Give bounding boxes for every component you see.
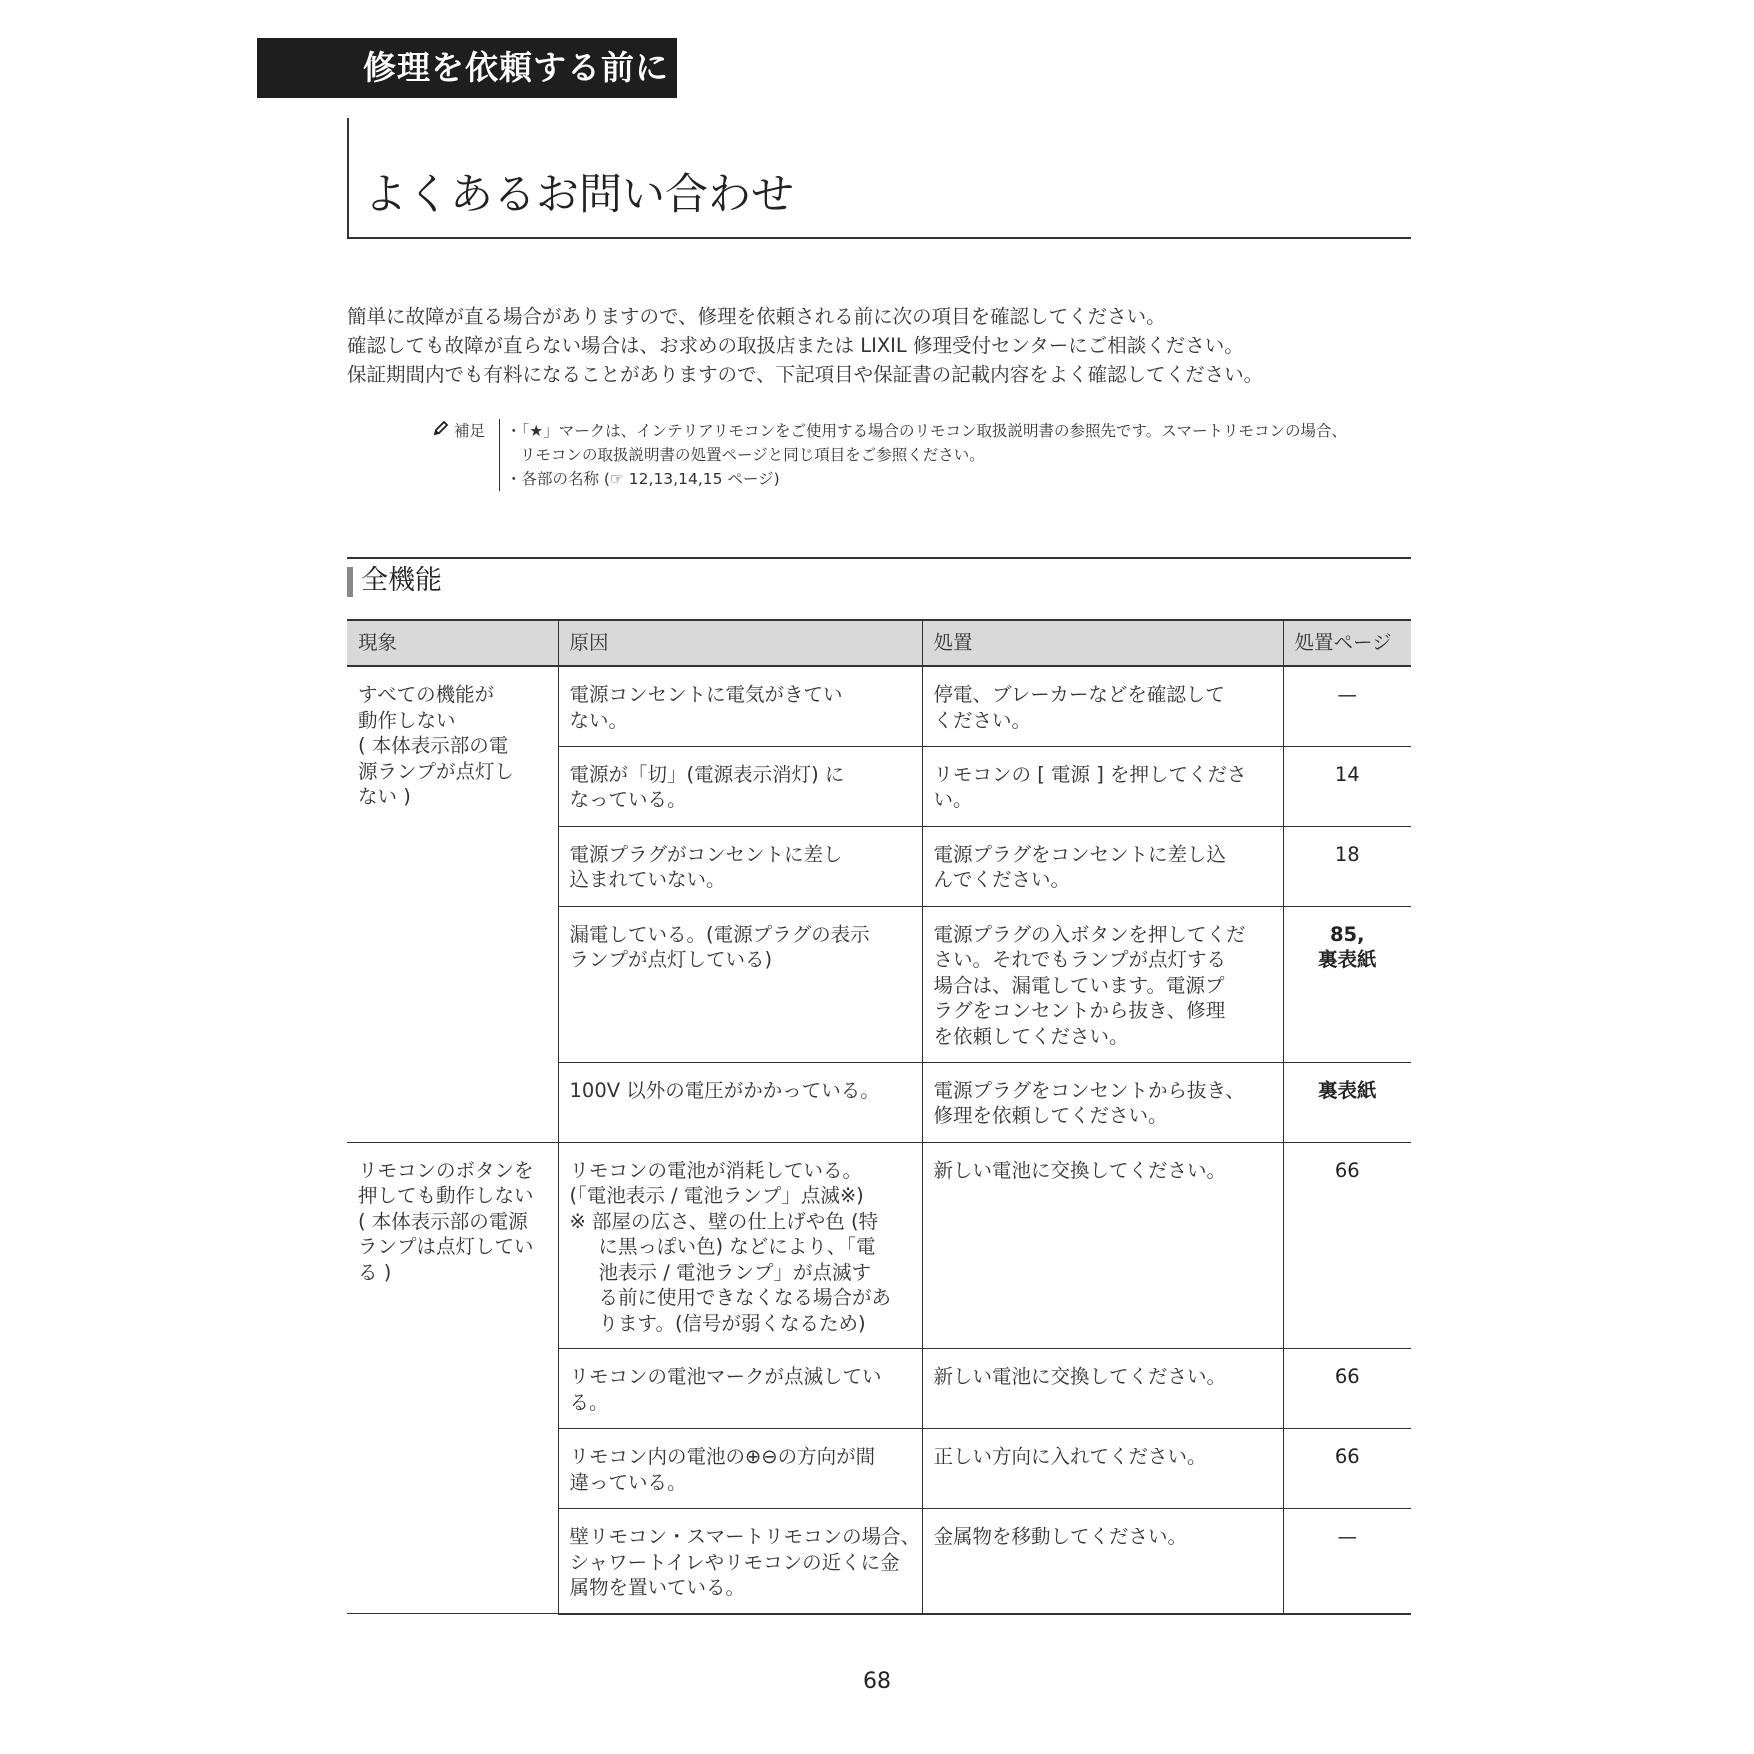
note-label — [433, 419, 495, 443]
remedy-cell — [922, 826, 1283, 906]
text-line: 押しても動作しない — [358, 1184, 534, 1207]
cause-cell — [558, 826, 922, 906]
footnote-line: ります。(信号が弱くなるため) — [598, 1311, 866, 1335]
page-ref: 66 — [1334, 1445, 1360, 1468]
text-line: シャワートイレやリモコンの近くに金 — [569, 1550, 900, 1574]
text-line: リモコンの電池マークが点滅してい — [569, 1365, 882, 1388]
text-line: ( 本体表示部の電 — [358, 734, 509, 757]
faq-table — [347, 619, 1411, 1615]
remedy-cell — [922, 746, 1283, 826]
page-ref: — — [1337, 683, 1357, 706]
table-row — [347, 1142, 1411, 1349]
symptom-cell — [347, 1142, 558, 1614]
remedy-cell — [922, 1349, 1283, 1429]
note-line: ・各部の名称 (☞ 12,13,14,15 ページ) — [506, 470, 780, 488]
cause-cell — [558, 1062, 922, 1142]
table-row — [347, 666, 1411, 746]
page-cell — [1283, 1142, 1411, 1349]
page-ref: 裏表紙 — [1317, 948, 1377, 971]
page-number: 68 — [863, 1669, 891, 1694]
page-cell — [1283, 906, 1411, 1062]
page-ref: 18 — [1334, 842, 1360, 866]
section-tag: 修理を依頼する前に — [257, 38, 677, 98]
page-ref: — — [1337, 1525, 1357, 1548]
cause-cell — [558, 1349, 922, 1429]
text-line: い。 — [933, 788, 973, 811]
text-line: ランプが点灯している) — [569, 948, 773, 971]
note-line: リモコンの取扱説明書の処置ページと同じ項目をご参照ください。 — [520, 446, 985, 464]
cause-cell — [558, 1509, 922, 1614]
text-line: (「電池表示 / 電池ランプ」点滅※) — [569, 1184, 864, 1207]
text-line: 込まれていない。 — [569, 868, 726, 891]
text-line: 電源プラグをコンセントから抜き、 — [933, 1078, 1245, 1102]
text-line: る ) — [358, 1260, 392, 1284]
cause-cell — [558, 666, 922, 746]
text-line: 違っている。 — [569, 1470, 687, 1494]
text-line: 電源プラグがコンセントに差し — [569, 842, 843, 866]
text-line: んでください。 — [933, 868, 1071, 891]
text-line: 電源コンセントに電気がきてい — [569, 683, 843, 706]
page-ref: 14 — [1334, 762, 1360, 786]
header-symptom: 現象 — [347, 620, 558, 666]
remedy-cell — [922, 1062, 1283, 1142]
subsection-title: 全機能 — [361, 565, 442, 596]
text-line: ください。 — [933, 708, 1032, 732]
pencil-icon — [433, 419, 449, 443]
page-cell — [1283, 826, 1411, 906]
cause-cell — [558, 1429, 922, 1509]
subsection-bar — [347, 567, 353, 597]
page-cell — [1283, 1509, 1411, 1614]
symptom-cell — [347, 666, 558, 1142]
text-line: 停電、ブレーカーなどを確認して — [933, 683, 1225, 706]
text-line: ない。 — [569, 708, 629, 732]
intro-line: 保証期間内でも有料になることがありますので、下記項目や保証書の記載内容をよく確認してください。 — [347, 363, 1264, 386]
text-line: 漏電している。(電源プラグの表示 — [569, 922, 870, 946]
page-ref: 85, — [1329, 922, 1365, 946]
text-line: 修理を依頼してください。 — [933, 1104, 1168, 1127]
text-line: すべての機能が — [358, 683, 495, 706]
footnote-line: 池表示 / 電池ランプ」が点滅す — [598, 1260, 871, 1284]
text-line: リモコンの [ 電源 ] を押してくださ — [933, 762, 1247, 786]
remedy-cell — [922, 1429, 1283, 1509]
page-ref: 裏表紙 — [1317, 1078, 1377, 1102]
header-remedy: 処置 — [922, 620, 1283, 666]
page-title: よくあるお問い合わせ — [364, 170, 794, 220]
footnote-line: に黒っぽい色) などにより、「電 — [598, 1235, 876, 1258]
text-line: る。 — [569, 1390, 609, 1414]
header-page: 処置ページ — [1283, 620, 1411, 666]
footnote-line: る前に使用できなくなる場合があ — [598, 1286, 892, 1309]
subsection-header — [347, 557, 1411, 599]
remedy-cell — [922, 666, 1283, 746]
text-line: ランプは点灯してい — [358, 1235, 534, 1258]
page-cell — [1283, 746, 1411, 826]
text-line: 源ランプが点灯し — [358, 759, 515, 783]
text-line: 電源プラグをコンセントに差し込 — [933, 842, 1227, 866]
note-label-text: 補足 — [454, 422, 486, 440]
page-ref: 66 — [1334, 1365, 1360, 1388]
text-line: 動作しない — [358, 708, 456, 732]
text-line: さい。それでもランプが点灯する — [933, 948, 1227, 971]
text-line: を依頼してください。 — [933, 1024, 1129, 1048]
text-line: ない ) — [358, 785, 411, 808]
header-cause: 原因 — [558, 620, 922, 666]
text-line: リモコンのボタンを — [358, 1158, 534, 1182]
text-line: 電源が「切」(電源表示消灯) に — [569, 762, 845, 786]
page-ref: 66 — [1334, 1158, 1360, 1182]
intro-text — [347, 302, 1411, 389]
page-cell — [1283, 1429, 1411, 1509]
text-line: 電源プラグの入ボタンを押してくだ — [933, 922, 1246, 946]
page-cell — [1283, 1349, 1411, 1429]
table-header-row — [347, 620, 1411, 666]
title-block — [347, 118, 1411, 239]
cause-cell — [558, 906, 922, 1062]
text-line: 新しい電池に交換してください。 — [933, 1365, 1227, 1388]
text-line: なっている。 — [569, 788, 687, 811]
note-body — [499, 419, 1347, 491]
page-cell — [1283, 666, 1411, 746]
note-line: ・「★」マークは、インテリアリモコンをご使用する場合のリモコン取扱説明書の参照先です。スマートリモコンの場合、 — [506, 422, 1347, 440]
text-line: リモコンの電池が消耗している。 — [569, 1158, 863, 1182]
remedy-cell — [922, 906, 1283, 1062]
text-line: 属物を置いている。 — [569, 1576, 746, 1599]
text-line: 金属物を移動してください。 — [933, 1525, 1188, 1548]
text-line: 壁リモコン・スマートリモコンの場合、 — [569, 1525, 921, 1548]
text-line: ラグをコンセントから抜き、修理 — [933, 999, 1226, 1022]
cause-cell — [558, 1142, 922, 1349]
footnote-line: ※ 部屋の広さ、壁の仕上げや色 (特 — [569, 1209, 879, 1233]
text-line: 新しい電池に交換してください。 — [933, 1158, 1227, 1182]
text-line: リモコン内の電池の⊕⊖の方向が間 — [569, 1445, 876, 1468]
text-line: 正しい方向に入れてください。 — [933, 1445, 1207, 1468]
cause-cell — [558, 746, 922, 826]
remedy-cell — [922, 1509, 1283, 1614]
text-line: 100V 以外の電圧がかかっている。 — [569, 1078, 880, 1102]
intro-line: 簡単に故障が直る場合がありますので、修理を依頼される前に次の項目を確認してください。 — [347, 305, 1166, 328]
text-line: ( 本体表示部の電源 — [358, 1209, 528, 1233]
remedy-cell — [922, 1142, 1283, 1349]
intro-line: 確認しても故障が直らない場合は、お求めの取扱店または LIXIL 修理受付センターにご相談ください。 — [347, 334, 1244, 357]
text-line: 場合は、漏電しています。電源プ — [933, 973, 1225, 997]
page-cell — [1283, 1062, 1411, 1142]
